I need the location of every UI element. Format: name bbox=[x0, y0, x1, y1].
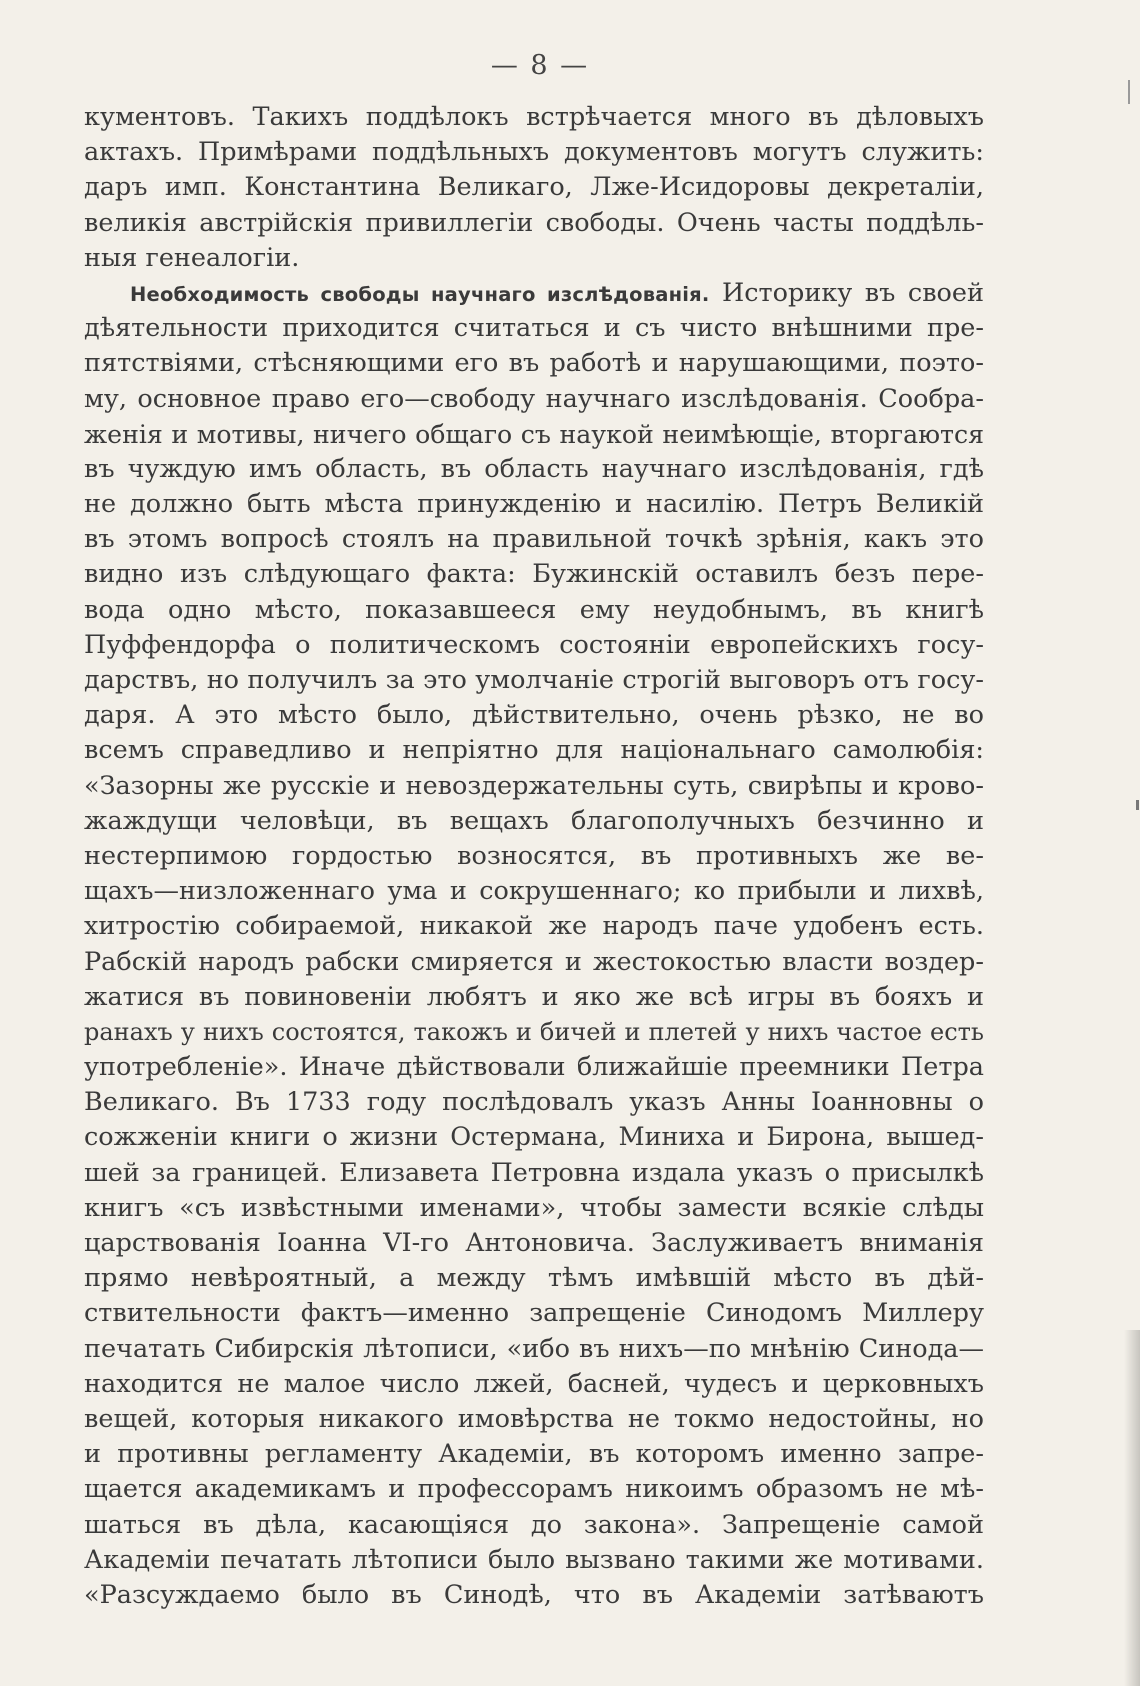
text-line: женія и мотивы, ничего общаго съ наукой неимѣющіе, вторгаются bbox=[84, 419, 984, 449]
text-line: «Разсуждаемо было въ Синодѣ, что въ Академіи затѣваютъ bbox=[84, 1579, 984, 1610]
text-line: жатися въ повиновеніи любятъ и яко же всѣ игры въ бояхъ и bbox=[84, 981, 984, 1012]
text-line: сожженіи книги о жизни Остермана, Миниха и Бирона, вышед- bbox=[84, 1122, 984, 1153]
text-line: хитростію собираемой, никакой же народъ паче удобенъ есть. bbox=[84, 911, 984, 942]
text-line: Пуффендорфа о политическомъ состояніи европейскихъ госу- bbox=[84, 629, 984, 660]
text-line: въ этомъ вопросѣ стоялъ на правильной точкѣ зрѣнія, какъ это bbox=[84, 524, 984, 555]
text-line: ствительности фактъ—именно запрещеніе Синодомъ Миллеру bbox=[84, 1298, 984, 1329]
text-line: актахъ. Примѣрами поддѣльныхъ документовъ могутъ служить: bbox=[84, 137, 984, 168]
text-line: вещей, которыя никакого имовѣрства не токмо недостойны, но bbox=[84, 1403, 984, 1434]
text-line: великія австрійскія привиллегіи свободы. Очень часты поддѣль- bbox=[84, 207, 984, 238]
text-line: кументовъ. Такихъ поддѣлокъ встрѣчается много въ дѣловыхъ bbox=[84, 102, 984, 132]
text-line: даря. А это мѣсто было, дѣйствительно, очень рѣзко, не во bbox=[84, 700, 984, 731]
text-line: щахъ—низложеннаго ума и сокрушеннаго; ко прибыли и лихвѣ, bbox=[84, 876, 984, 907]
text-line: не должно быть мѣста принужденію и насилію. Петръ Великій bbox=[84, 489, 984, 520]
text-line: употребленіе». Иначе дѣйствовали ближайшіе преемники Петра bbox=[84, 1052, 984, 1083]
text-line: ныя генеалогіи. bbox=[84, 242, 300, 273]
body-text bbox=[84, 100, 984, 1613]
scan-speck bbox=[1136, 800, 1139, 810]
heading-line-rest: Историку въ своей bbox=[709, 277, 984, 308]
text-line: пятствіями, стѣсняющими его въ работѣ и нарушающими, поэто- bbox=[84, 348, 984, 379]
text-line: прямо невѣроятный, а между тѣмъ имѣвшій мѣсто въ дѣй- bbox=[84, 1263, 984, 1294]
scan-edge-mark bbox=[1128, 80, 1140, 104]
text-line: жаждущи человѣци, въ вещахъ благополучныхъ безчинно и bbox=[84, 805, 984, 836]
text-line: книгъ «съ извѣстными именами», чтобы замести всякіе слѣды bbox=[84, 1192, 984, 1223]
text-line: шей за границей. Елизавета Петровна издала указъ о присылкѣ bbox=[84, 1157, 984, 1188]
text-line: всемъ справедливо и непріятно для національнаго самолюбія: bbox=[84, 735, 984, 766]
text-line: шаться въ дѣла, касающіяся до закона». Запрещеніе самой bbox=[84, 1509, 984, 1540]
text-line: «Зазорны же русскіе и невоздержательны суть, свирѣпы и крово- bbox=[84, 770, 984, 801]
section-heading: Необходимость свободы научнаго изслѣдованія. bbox=[130, 282, 710, 306]
text-line: Академіи печатать лѣтописи было вызвано такими же мотивами. bbox=[84, 1544, 984, 1575]
text-line: въ чуждую имъ область, въ область научнаго изслѣдованія, гдѣ bbox=[84, 453, 984, 484]
text-line: ранахъ у нихъ состоятся, такожъ и бичей и плетей у нихъ частое есть bbox=[84, 1017, 984, 1046]
page-edge-shadow bbox=[1124, 1330, 1140, 1686]
page-number: — 8 — bbox=[490, 50, 590, 81]
text-line: царствованія Іоанна VI-го Антоновича. Заслуживаетъ вниманія bbox=[84, 1228, 984, 1258]
text-line: находится не малое число лжей, басней, чудесъ и церковныхъ bbox=[84, 1368, 984, 1399]
text-line: видно изъ слѣдующаго факта: Бужинскій оставилъ безъ пере- bbox=[84, 559, 984, 590]
text-line: и противны регламенту Академіи, въ которомъ именно запре- bbox=[84, 1439, 984, 1470]
text-line: Рабскій народъ рабски смиряется и жестокостью власти воздер- bbox=[84, 946, 984, 977]
text-line: Великаго. Въ 1733 году послѣдовалъ указъ Анны Іоанновны о bbox=[84, 1087, 984, 1118]
text-line: дѣятельности приходится считаться и съ чисто внѣшними пре- bbox=[84, 313, 984, 344]
text-line: печатать Сибирскія лѣтописи, «ибо въ нихъ—по мнѣнію Синода— bbox=[84, 1333, 984, 1364]
text-line: му, основное право его—свободу научнаго изслѣдованія. Сообра- bbox=[84, 383, 984, 414]
heading-line bbox=[84, 276, 984, 311]
text-line: щается академикамъ и профессорамъ никоимъ образомъ не мѣ- bbox=[84, 1474, 984, 1505]
text-line: вода одно мѣсто, показавшееся ему неудобнымъ, въ книгѣ bbox=[84, 594, 984, 625]
text-line: даръ имп. Константина Великаго, Лже-Исидоровы декреталіи, bbox=[84, 172, 984, 203]
text-line: дарствъ, но получилъ за это умолчаніе строгій выговоръ отъ госу- bbox=[84, 665, 984, 695]
text-line: нестерпимою гордостью возносятся, въ противныхъ же ве- bbox=[84, 840, 984, 871]
